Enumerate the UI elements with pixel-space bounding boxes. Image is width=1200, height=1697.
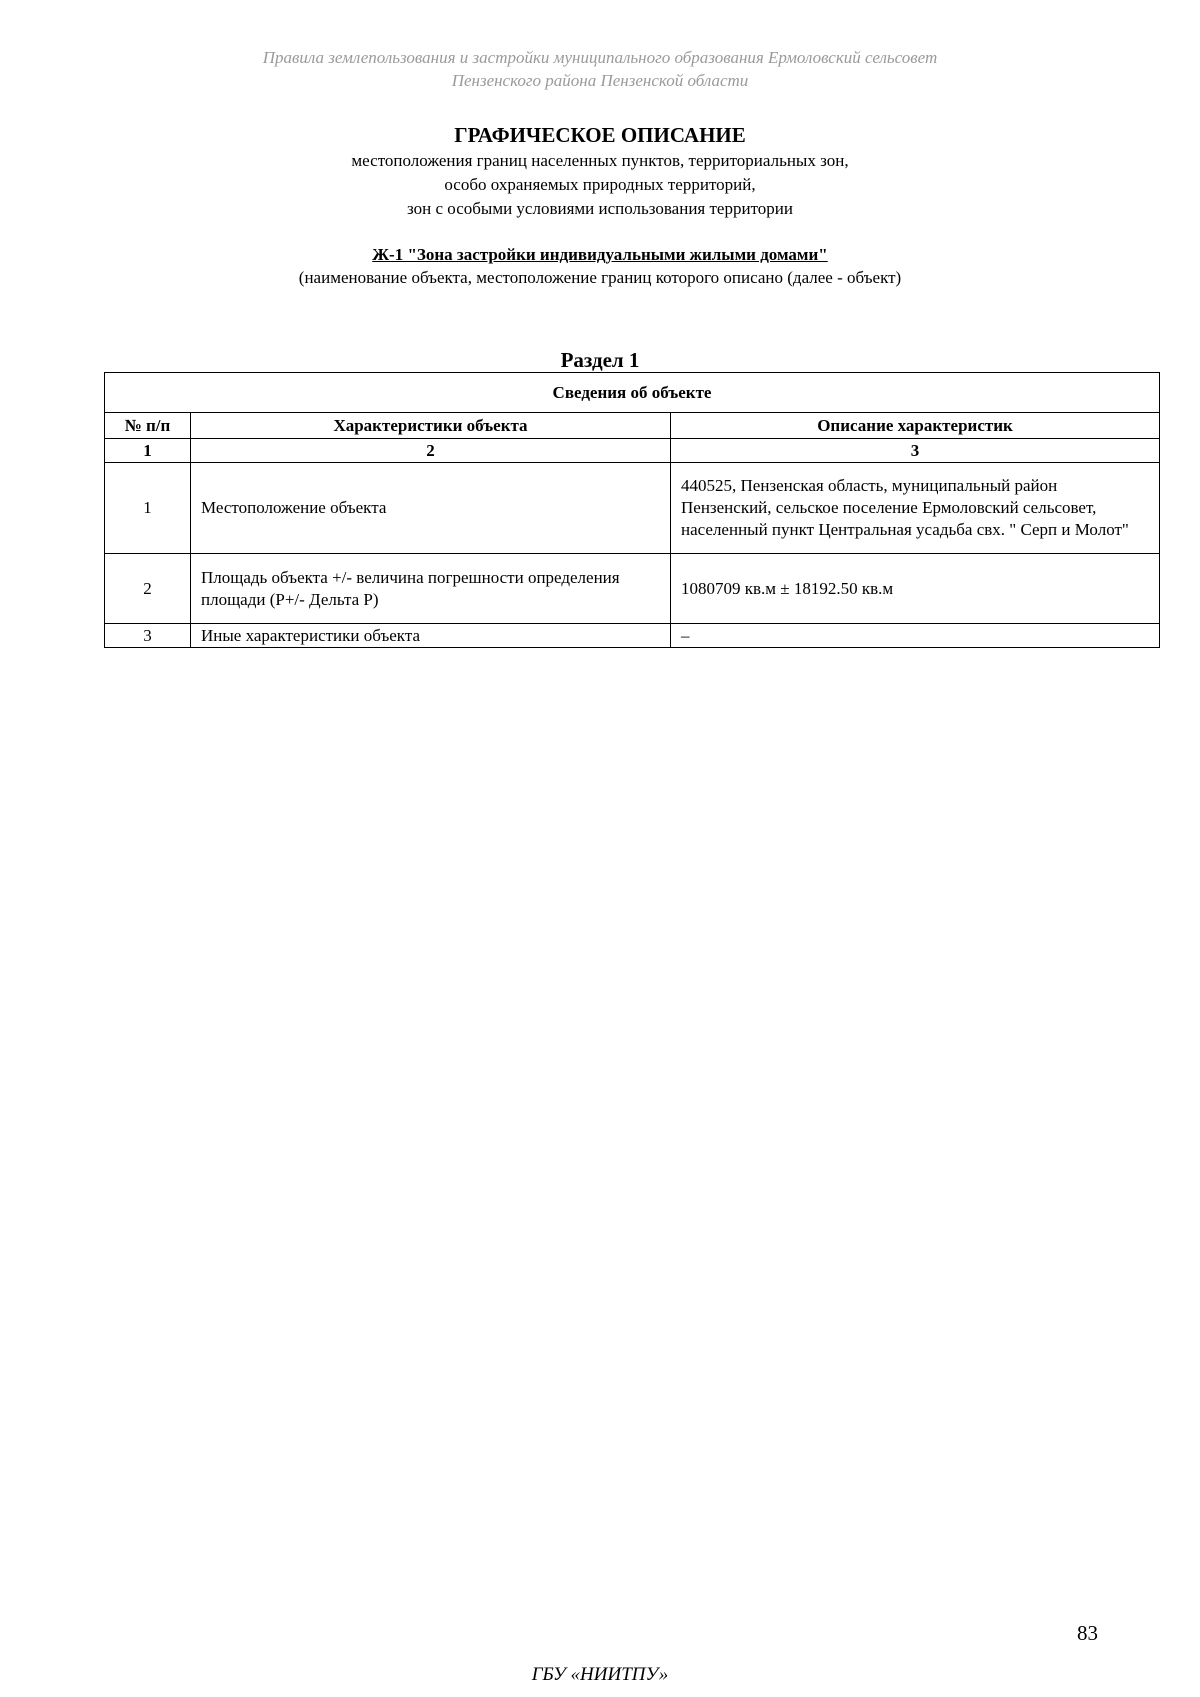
- row-description: –: [671, 624, 1160, 648]
- running-header-line-2: Пензенского района Пензенской области: [451, 71, 749, 90]
- table-row: [105, 554, 1160, 624]
- page-number: 83: [1077, 1621, 1098, 1645]
- subtitle-line-2: особо охраняемых природных территорий,: [444, 175, 756, 194]
- row-characteristic: Иные характеристики объекта: [191, 624, 671, 648]
- table-row: [105, 624, 1160, 648]
- section-title: Раздел 1: [560, 348, 640, 372]
- column-number-2: 2: [191, 439, 671, 463]
- object-info-table: [104, 372, 1160, 648]
- column-number-3: 3: [671, 439, 1160, 463]
- object-name-text: Ж-1 "Зона застройки индивидуальными жилыми домами": [372, 245, 828, 264]
- footer-organization: ГБУ «НИИТПУ»: [531, 1664, 669, 1685]
- row-number: 2: [105, 554, 191, 624]
- row-description: 1080709 кв.м ± 18192.50 кв.м: [671, 554, 1160, 624]
- running-header-line-1: Правила землепользования и застройки муниципального образования Ермоловский сельсовет: [262, 48, 938, 67]
- row-number: 3: [105, 624, 191, 648]
- subtitle-line-3: зон с особыми условиями использования территории: [407, 199, 793, 218]
- table-title: Сведения об объекте: [105, 373, 1160, 413]
- subtitle-line-1: местоположения границ населенных пунктов, территориальных зон,: [351, 151, 849, 170]
- header-characteristic: Характеристики объекта: [191, 413, 671, 439]
- row-number: 1: [105, 463, 191, 554]
- header-number: № п/п: [105, 413, 191, 439]
- column-number-1: 1: [105, 439, 191, 463]
- object-caption: (наименование объекта, местоположение границ которого описано (далее - объект): [298, 268, 902, 287]
- row-characteristic: Площадь объекта +/- величина погрешности определения площади (Р+/- Дельта Р): [191, 554, 671, 624]
- document-title: ГРАФИЧЕСКОЕ ОПИСАНИЕ: [454, 123, 746, 147]
- object-name: [0, 245, 1200, 265]
- row-description: 440525, Пензенская область, муниципальный район Пензенский, сельское поселение Ермоловский сельсовет, населенный пункт Центральная усадьба свх. " Серп и Молот": [671, 463, 1160, 554]
- table-row: [105, 463, 1160, 554]
- row-characteristic: Местоположение объекта: [191, 463, 671, 554]
- header-description: Описание характеристик: [671, 413, 1160, 439]
